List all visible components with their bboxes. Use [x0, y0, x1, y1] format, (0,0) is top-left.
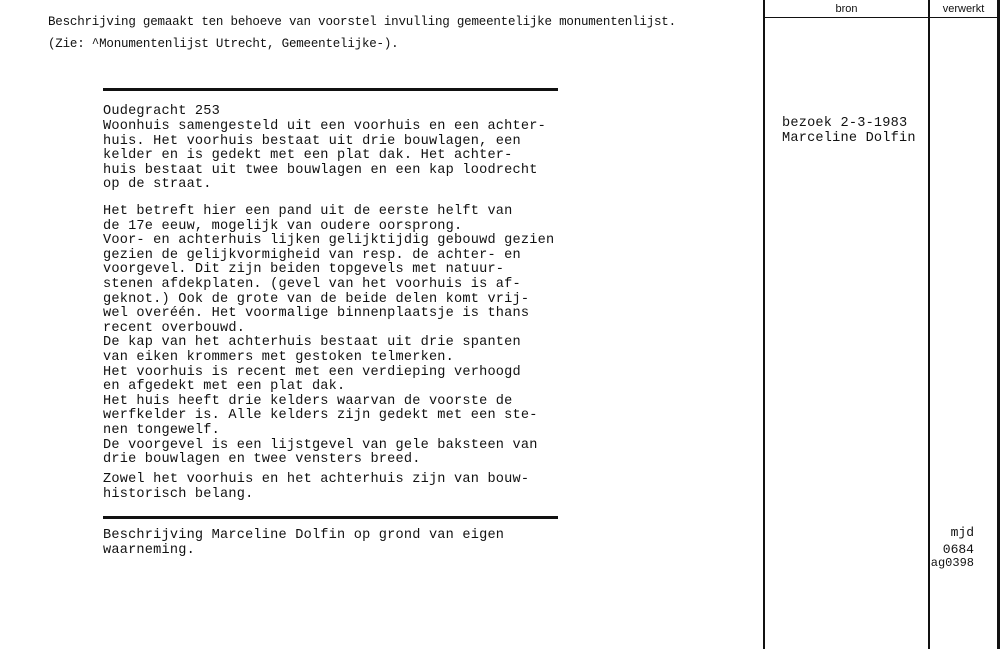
column-header-bron: bron — [835, 3, 858, 15]
header-line-2: (Zie: ^Monumentenlijst Utrecht, Gemeentelijke-). — [48, 37, 399, 51]
column-header-verwerkt: verwerkt — [942, 3, 985, 15]
column-divider-bron — [763, 0, 765, 649]
bottom-rule — [103, 516, 558, 519]
column-divider-verwerkt — [928, 0, 930, 649]
stamp-code: ag0398 — [930, 556, 974, 570]
header-line-1: Beschrijving gemaakt ten behoeve van voorstel invulling gemeentelijke monumentenlijst. — [48, 15, 676, 29]
description-paragraph-3: Zowel het voorhuis en het achterhuis zijn van bouw- historisch belang. — [103, 472, 530, 502]
column-header-underline — [764, 17, 1000, 18]
top-rule — [103, 88, 558, 91]
source-visit-date: bezoek 2-3-1983 — [782, 116, 908, 131]
description-paragraph-1: Woonhuis samengesteld uit een voorhuis en een achter- huis. Het voorhuis bestaat uit drie bouwlagen, een kelder en is gedekt met een plat dak. Het achter- huis bestaat uit twee bouwlagen en een kap loodrecht op de straat. — [103, 119, 546, 193]
footer-note: Beschrijving Marceline Dolfin op grond van eigen waarneming. — [103, 528, 505, 558]
processing-stamp — [931, 526, 974, 570]
address-heading: Oudegracht 253 — [103, 104, 221, 119]
stamp-initials: mjd — [950, 525, 974, 540]
description-paragraph-2: Het betreft hier een pand uit de eerste helft van de 17e eeuw, mogelijk van oudere oorsprong. Voor- en achterhuis lijken gelijktijdig gebouwd gezien gezien de gelijkvormigheid van resp. de achter- en voorgevel. Dit zijn beiden topgevels met natuur- stenen afdekplaten. (gevel van het voorhuis is af- geknot.) Ook de grote van de beide delen komt vrij- wel overéén. Het voormalige binnenplaatsje is thans recent overbouwd. De kap van het achterhuis bestaat uit drie spanten van eiken krommers met gestoken telmerken. Het voorhuis is recent met een verdieping verhoogd en afgedekt met een plat dak. Het huis heeft drie kelders waarvan de voorste de werfkelder is. Alle kelders zijn gedekt met een ste- nen tongewelf. De voorgevel is een lijstgevel van gele baksteen van drie bouwlagen en twee vensters breed. — [103, 204, 555, 468]
stamp-number: 0684 — [942, 542, 974, 557]
source-author: Marceline Dolfin — [782, 131, 916, 146]
